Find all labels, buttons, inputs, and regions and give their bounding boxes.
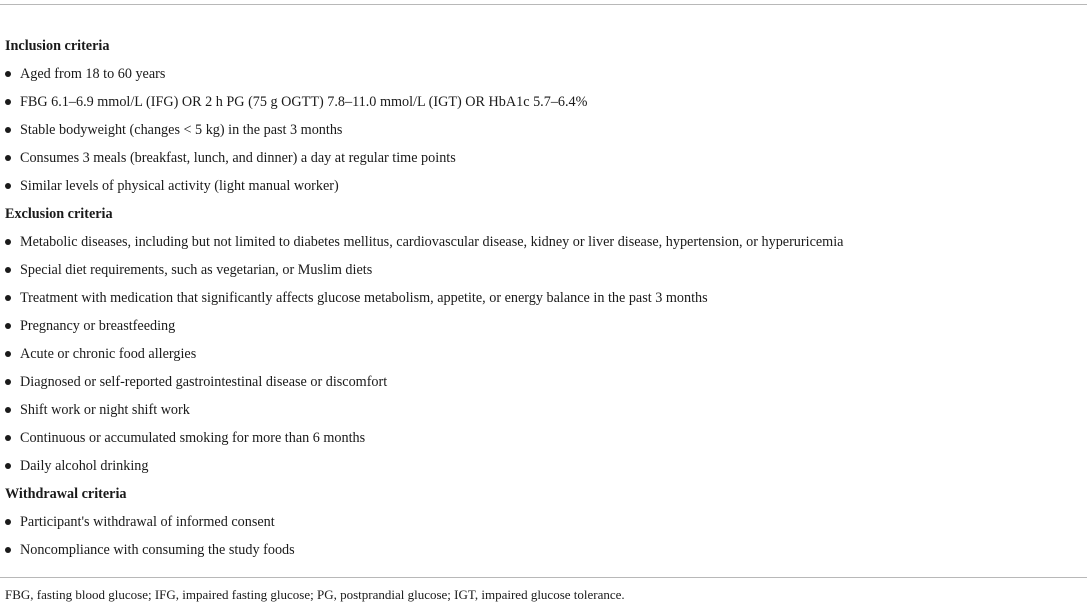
list-item: [0, 424, 1087, 452]
list-item-text: Daily alcohol drinking: [20, 458, 149, 474]
section-heading-exclusion: Exclusion criteria: [5, 206, 113, 222]
list-item: [0, 144, 1087, 172]
list-item: [0, 396, 1087, 424]
list-item-text: Acute or chronic food allergies: [20, 346, 197, 362]
table-top-rule: [0, 4, 1087, 5]
bullet-icon: [5, 99, 11, 105]
bullet-icon: [5, 239, 11, 245]
list-item: [0, 312, 1087, 340]
bullet-icon: [5, 463, 11, 469]
list-item: [0, 508, 1087, 536]
list-item-text: Stable bodyweight (changes < 5 kg) in the past 3 months: [20, 122, 343, 138]
bullet-icon: [5, 295, 11, 301]
list-item: [0, 452, 1087, 480]
bullet-icon: [5, 183, 11, 189]
list-item: [0, 116, 1087, 144]
bullet-icon: [5, 267, 11, 273]
list-item-text: Noncompliance with consuming the study foods: [20, 542, 295, 558]
bullet-icon: [5, 435, 11, 441]
bullet-icon: [5, 519, 11, 525]
list-item: [0, 368, 1087, 396]
bullet-icon: [5, 351, 11, 357]
table-bottom-rule: [0, 577, 1087, 578]
list-item-text: Pregnancy or breastfeeding: [20, 318, 176, 334]
bullet-icon: [5, 323, 11, 329]
section-heading-inclusion: Inclusion criteria: [5, 38, 110, 54]
table-footnote: FBG, fasting blood glucose; IFG, impaired fasting glucose; PG, postprandial glucose; IGT, impaired glucose tolerance.: [5, 587, 625, 602]
bullet-icon: [5, 71, 11, 77]
list-item-text: Treatment with medication that significantly affects glucose metabolism, appetite, or energy balance in the past 3 months: [20, 290, 708, 306]
list-item: [0, 172, 1087, 200]
bullet-icon: [5, 407, 11, 413]
list-item: [0, 256, 1087, 284]
list-item: [0, 284, 1087, 312]
list-item-text: Special diet requirements, such as vegetarian, or Muslim diets: [20, 262, 373, 278]
bullet-icon: [5, 547, 11, 553]
section-heading-withdrawal: Withdrawal criteria: [5, 486, 127, 502]
list-item-text: FBG 6.1–6.9 mmol/L (IFG) OR 2 h PG (75 g OGTT) 7.8–11.0 mmol/L (IGT) OR HbA1c 5.7–6.4%: [20, 94, 588, 110]
list-item-text: Aged from 18 to 60 years: [20, 66, 166, 82]
list-item: [0, 228, 1087, 256]
list-item-text: Similar levels of physical activity (light manual worker): [20, 178, 339, 194]
list-item: [0, 340, 1087, 368]
list-item: [0, 536, 1087, 564]
list-item: [0, 88, 1087, 116]
table-body: [0, 32, 1087, 564]
list-item-text: Consumes 3 meals (breakfast, lunch, and dinner) a day at regular time points: [20, 150, 456, 166]
bullet-icon: [5, 379, 11, 385]
list-item-text: Participant's withdrawal of informed consent: [20, 514, 275, 530]
list-item-text: Diagnosed or self-reported gastrointestinal disease or discomfort: [20, 374, 388, 390]
list-item-text: Continuous or accumulated smoking for more than 6 months: [20, 430, 366, 446]
bullet-icon: [5, 155, 11, 161]
list-item-text: Shift work or night shift work: [20, 402, 190, 418]
list-item-text: Metabolic diseases, including but not limited to diabetes mellitus, cardiovascular disease, kidney or liver disease, hypertension, or hyperuricemia: [20, 234, 844, 250]
list-item: [0, 60, 1087, 88]
bullet-icon: [5, 127, 11, 133]
